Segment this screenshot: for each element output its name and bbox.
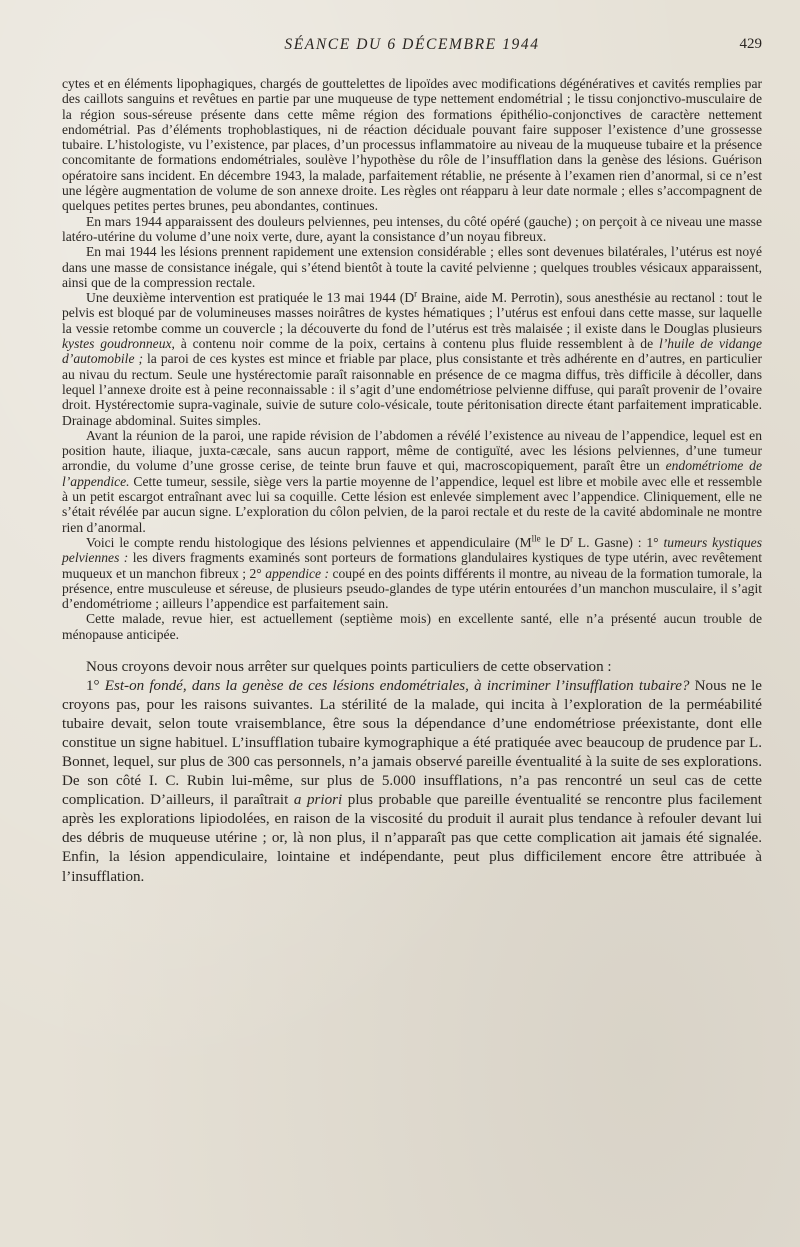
p6-text-b: le D — [540, 534, 570, 550]
page-header — [62, 36, 762, 76]
discussion-paragraph-2 — [62, 677, 762, 887]
paragraph-2: En mars 1944 apparaissent des douleurs pelviennes, peu intenses, du côté opéré (gauche) ; on perçoit à ce niveau une masse latéro-utérine du volume d’une noix verte, dure, ayant la consistance d’un noyau fibreux. — [62, 213, 762, 244]
p6-text-d: les divers fragments examinés sont porteurs de formations glandulaires kystiques de type utérin, avec revêtement muqueux et un manchon fibreux ; 2° — [62, 550, 762, 581]
p6-sup-2: r — [569, 533, 573, 544]
p4-text-b: Braine, aide M. Perrotin), sous anesthésie au rectanol : tout le pelvis est bloqué par de volumineuses masses noirâtres de kystes hématiques ; l’utérus est enfoui dans cette masse, sur laquelle la vessie retombe comme un couvercle ; la découverte du fond de l’utérus est très malaisée ; il existe dans le Douglas plusieurs — [62, 290, 762, 336]
p6-text-c: L. Gasne) : 1° — [572, 534, 664, 550]
paragraph-6 — [62, 535, 762, 611]
running-title: SÉANCE DU 6 DÉCEMBRE 1944 — [284, 36, 540, 53]
d2-text-a: 1° — [86, 678, 105, 695]
case-report-section — [62, 76, 762, 642]
d2-italic-1: Est-on fondé, dans la genèse de ces lésions endométriales, à incriminer l’insufflation tubaire? — [104, 678, 690, 695]
paragraph-7: Cette malade, revue hier, est actuellement (septième mois) en excellente santé, elle n’a présenté aucun trouble de ménopause anticipée. — [62, 611, 762, 642]
d2-text-c: plus probable que pareille éventualité se rencontre plus facilement après les explorations lipiodolées, en raison de la viscosité du produit il aurait plus tendance à refouler devant lui des débris de muqueuse utérine ; or, là non plus, il n’apparaît pas que cette complication ait jamais été signalée. Enfin, la lésion appendiculaire, lointaine et indépendante, peut plus difficilement encore être attribuée à l’insufflation. — [62, 792, 762, 885]
p4-text-c: , à contenu noir comme de la poix, certains à contenu plus fluide ressemblent à de — [171, 336, 659, 352]
paragraph-3: En mai 1944 les lésions prennent rapidement une extension considérable ; elles sont devenues bilatérales, l’utérus est noyé dans une masse de consistance inégale, qui s’étend bientôt à toute la cavité pelvienne ; quelques troubles vésicaux apparaissent, ainsi que de la compression rectale. — [62, 244, 762, 290]
page-number: 429 — [739, 36, 762, 52]
p6-italic-1: tumeurs kystiques pelviennes : — [62, 534, 762, 566]
paragraph-1: cytes et en éléments lipophagiques, chargés de gouttelettes de lipoïdes avec modifications dégénératives et cavités remplies par des caillots sanguins et revêtues en partie par une muqueuse de type nettement endométrial ; le tissu conjonctivo-musculaire de la région sous-séreuse présente dans cette même région des formations épithélio-conjonctives de caractère nettement endométrial. Pas d’éléments trophoblastiques, ni de réaction déciduale pouvant faire supposer l’existence d’une grossesse tubaire. L’histologiste, vu l’existence, par places, d’un processus inflammatoire au niveau de la muqueuse tubaire et la présence concomitante de formations endométriales, soulève l’hypothèse du rôle de l’insufflation dans la genèse des lésions. Guérison opératoire sans incident. En décembre 1943, la malade, parfaitement rétablie, ne présente à l’examen rien d’anormal, si ce n’est une légère augmentation de volume de son annexe droite. Les règles ont réapparu à leur date normale ; elles s’accompagnent de quelques petites pertes brunes, peu abondantes, continues. — [62, 76, 762, 214]
p5-text-a: Avant la réunion de la paroi, une rapide révision de l’abdomen a révélé l’existence au niveau de l’appendice, lequel est en position haute, iliaque, juxta-cæcale, sans aucun rapport, même de contiguïté, avec les lésions pelviennes, d’une tumeur arrondie, du volume d’une grosse cerise, de teinte brun fauve et qui, macroscopiquement, paraît être un — [62, 427, 762, 474]
discussion-paragraph-1: Nous croyons devoir nous arrêter sur quelques points particuliers de cette observation : — [86, 658, 612, 675]
p4-italic-2: l’huile de vidange d’automobile ; — [62, 336, 762, 367]
p4-italic-1: kystes goudronneux — [62, 336, 172, 352]
p4-text-a: Une deuxième intervention est pratiquée le 13 mai 1944 (D — [86, 290, 415, 306]
p4-sup: r — [414, 288, 418, 299]
discussion-section — [62, 658, 762, 887]
p6-italic-2: appendice : — [265, 565, 330, 581]
d2-italic-2: a priori — [293, 792, 343, 809]
paragraph-5 — [62, 428, 762, 535]
p5-italic: endométriome de l’appendice. — [62, 458, 762, 489]
p5-text-b: Cette tumeur, sessile, siège vers la partie moyenne de l’appendice, lequel est libre et mobile avec elle et ressemble à un petit escargot entraînant avec lui sa coquille. Cette lésion est enlevée simplement avec l’appendice. Cliniquement, elle ne s’était révélée par aucun signe. L’exploration du côlon pelvien, de la paroi rectale et du reste de la cavité abdominale ne montre rien d’anormal. — [62, 473, 762, 535]
p6-text-e: coupé en des points différents il montre, au niveau de la formation tumorale, la présence, entre musculeuse et séreuse, de plusieurs pseudo-glandes de type utérin entourées d’un manchon musculaire, il s’agit d’endométriome ; ailleurs l’appendice est parfaitement sain. — [62, 565, 762, 612]
d2-text-b: Nous ne le croyons pas, pour les raisons suivantes. La stérilité de la malade, qui incita à l’exploration de la perméabilité tubaire devait, selon toute vraisemblance, être sous la dépendance d’une endométriose préexistante, dont elle constitue un signe habituel. L’insufflation tubaire kymographique a été pratiquée avec beaucoup de prudence par L. Bonnet, lequel, sur plus de 300 cas personnels, n’a jamais observé pareille éventualité à la suite de ses explorations. De son côté I. C. Rubin lui-même, sur plus de 5.000 insufflations, n’a pas rencontré un seul cas de cette complication. D’ailleurs, il paraîtrait — [62, 678, 762, 809]
p4-text-d: la paroi de ces kystes est mince et friable par place, plus consistante et très adhérente en d’autres, en particulier au nivau du rectum. Seule une hystérectomie paraît raisonnable en présence de ce magma diffus, très difficile à décoller, dans lequel l’annexe droite est à peine reconnaissable : il s’agit d’une endométriose pelvienne diffuse, qui paraît provenir de l’ovaire droit. Hystérectomie supra-vaginale, suivie de suture colo-vésicale, toute péritonisation directe étant parfaitement impraticable. Drainage abdominal. Suites simples. — [62, 351, 763, 428]
p6-text-a: Voici le compte rendu histologique des lésions pelviennes et appendiculaire (M — [86, 534, 532, 550]
p6-sup-1: lle — [531, 533, 541, 544]
paragraph-4 — [62, 290, 762, 428]
